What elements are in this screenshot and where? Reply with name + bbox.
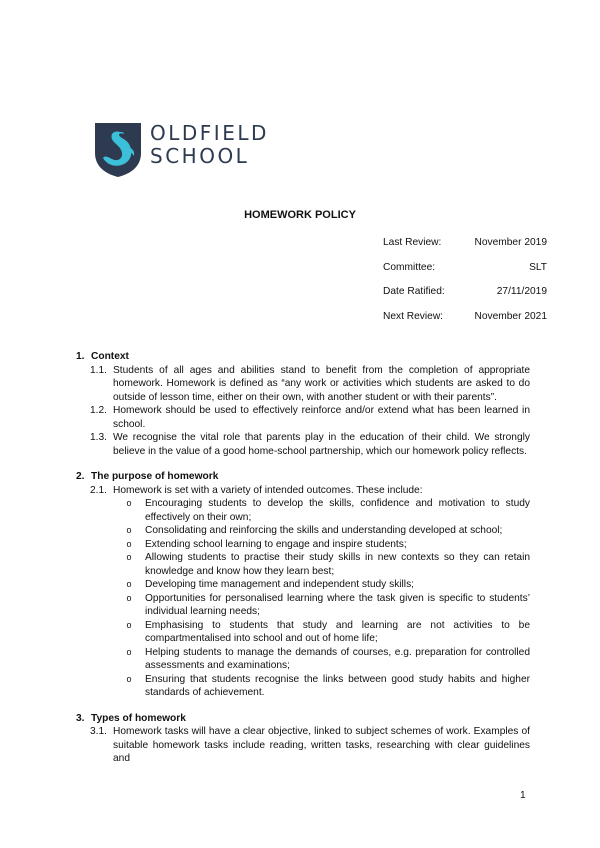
meta-row-committee [383, 261, 547, 286]
bullet-marker: o [126, 538, 132, 549]
clause-text: Homework should be used to effectively reinforce and/or extend what has been learned in school. [113, 405, 530, 430]
swan-shield-icon [94, 122, 142, 178]
clause [90, 484, 530, 498]
clause [90, 431, 530, 458]
list-item [113, 538, 530, 552]
school-name-line2: SCHOOL [150, 144, 250, 168]
clause-text: Students of all ages and abilities stand to benefit from the completion of appropriate homework. Homework is defined as “any work or activities which students are asked to do outside of lesson time, either on their own, with another student or with their parents”. [113, 364, 530, 403]
clause-number: 3.1. [90, 726, 107, 737]
list-item-text: Extending school learning to engage and inspire students; [145, 538, 407, 550]
list-item [113, 551, 530, 578]
bullet-marker: o [126, 646, 132, 657]
section-number: 1. [76, 351, 85, 362]
section-heading [76, 350, 530, 364]
bullet-marker: o [126, 552, 132, 562]
meta-row-last-review [383, 236, 547, 261]
list-item-text: Allowing students to practise their study skills in new contexts so they can retain knowledge and know how they learn best; [145, 552, 530, 577]
meta-row-next-review [383, 310, 547, 335]
list-item-text: Helping students to manage the demands of courses, e.g. preparation for controlled assessments and examinations; [145, 646, 530, 671]
school-name [150, 122, 269, 168]
clause-text: Homework is set with a variety of intended outcomes. These include: [113, 484, 423, 496]
list-item-text: Developing time management and independent study skills; [145, 579, 414, 590]
clause [90, 364, 530, 405]
clause-text: We recognise the vital role that parents play in the education of their child. We strongly believe in the value of a good home-school partnership, which our homework policy reflects. [113, 432, 530, 457]
meta-label: Next Review: [383, 310, 444, 322]
document-title: HOMEWORK POLICY [244, 209, 356, 221]
list-item-text: Emphasising to students that study and learning are not activities to be compartmentalised into school and out of home life; [145, 619, 530, 644]
clause-text: Homework tasks will have a clear objective, linked to subject schemes of work. Examples of suitable homework tasks include reading, written tasks, researching with clear guidelines and [113, 726, 530, 764]
school-name-line1: OLDFIELD [150, 121, 269, 145]
clause-number: 1.2. [90, 405, 107, 416]
list-item [113, 592, 530, 619]
list-item [113, 646, 530, 673]
clause [90, 404, 530, 431]
section-heading [76, 712, 530, 726]
meta-label: Committee: [383, 261, 436, 273]
meta-value: November 2019 [474, 237, 547, 248]
page-number: 1 [520, 790, 526, 801]
bullet-marker: o [126, 498, 132, 508]
bullet-marker: o [126, 619, 132, 630]
section-title: Context [91, 351, 129, 362]
list-item [113, 578, 530, 592]
meta-label: Date Ratified: [383, 286, 445, 297]
section-context [76, 350, 530, 458]
list-item-text: Opportunities for personalised learning where the task given is specific to students’ individual learning needs; [145, 592, 530, 617]
clause-number: 1.1. [90, 364, 107, 376]
clause-number: 2.1. [90, 484, 107, 496]
section-types [76, 712, 530, 766]
list-item [113, 497, 530, 524]
meta-value: SLT [529, 261, 547, 273]
list-item [113, 524, 530, 538]
section-purpose [76, 470, 530, 700]
list-item-text: Consolidating and reinforcing the skills and understanding developed at school; [145, 525, 503, 536]
policy-metadata [383, 236, 547, 334]
list-item [113, 619, 530, 646]
meta-label: Last Review: [383, 237, 442, 248]
list-item-text: Ensuring that students recognise the links between good study habits and higher standards of achievement. [145, 673, 530, 698]
policy-body [76, 350, 530, 778]
section-number: 3. [76, 712, 85, 724]
purpose-list [113, 497, 530, 700]
meta-value: 27/11/2019 [496, 286, 547, 297]
clause-number: 1.3. [90, 432, 107, 443]
bullet-marker: o [126, 579, 132, 589]
bullet-marker: o [126, 673, 132, 684]
clause [90, 725, 530, 766]
section-heading [76, 470, 530, 484]
meta-value: November 2021 [474, 310, 547, 322]
bullet-marker: o [126, 592, 132, 603]
bullet-marker: o [126, 525, 132, 535]
school-logo [94, 121, 269, 178]
list-item [113, 673, 530, 700]
list-item-text: Encouraging students to develop the skills, confidence and motivation to study effectively on their own; [145, 498, 530, 523]
section-title: Types of homework [91, 712, 186, 724]
meta-row-date-ratified [383, 285, 547, 310]
section-number: 2. [76, 471, 85, 482]
section-title: The purpose of homework [91, 471, 219, 482]
